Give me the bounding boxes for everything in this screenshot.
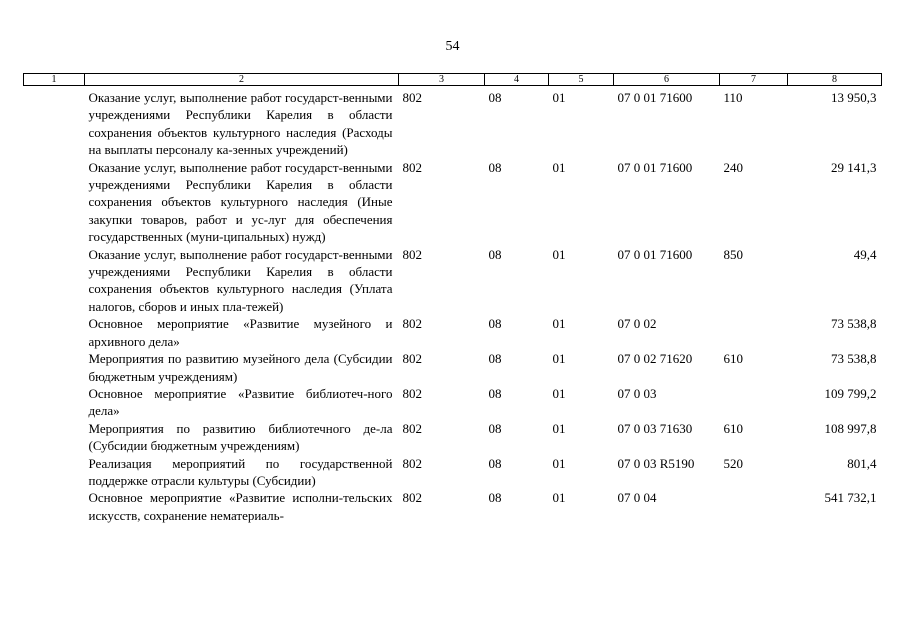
column-header-4: 4: [485, 74, 549, 86]
cell-ministry-code: 802: [402, 159, 422, 175]
cell-subsection-code: 01: [552, 455, 566, 471]
cell-target-article: 07 0 01 71600: [617, 159, 693, 175]
cell-ministry-code: 802: [402, 455, 422, 471]
table-row: [24, 159, 882, 246]
table-row: [24, 455, 882, 490]
cell-section-code: 08: [488, 490, 502, 506]
column-header-2: 2: [85, 74, 399, 86]
cell-section-code: 08: [488, 351, 502, 367]
cell-number: [24, 350, 85, 385]
cell-number: [24, 420, 85, 455]
cell-subsection-code: 01: [552, 385, 566, 401]
table-row: [24, 86, 882, 159]
cell-description: Реализация мероприятий по государственной поддержке отрасли культуры (Субсидии): [88, 455, 393, 488]
cell-description: Основное мероприятие «Развитие музейного и архивного дела»: [88, 316, 393, 349]
cell-subsection-code: 01: [552, 490, 566, 506]
cell-target-article: 07 0 01 71600: [617, 246, 693, 262]
column-header-5: 5: [549, 74, 614, 86]
cell-expense-type: [720, 315, 788, 350]
table-row: [24, 385, 882, 420]
table-row: [24, 246, 882, 316]
cell-target-article: 07 0 03 R5190: [617, 455, 695, 471]
cell-target-article: 07 0 03: [617, 385, 657, 401]
table-row: [24, 420, 882, 455]
cell-subsection-code: 01: [552, 351, 566, 367]
column-header-8: 8: [788, 74, 882, 86]
cell-amount: 29 141,3: [831, 159, 877, 175]
cell-section-code: 08: [488, 316, 502, 332]
cell-target-article: 07 0 04: [617, 490, 657, 506]
cell-section-code: 08: [488, 385, 502, 401]
cell-amount: 108 997,8: [824, 420, 877, 436]
cell-section-code: 08: [488, 90, 502, 105]
column-header-3: 3: [399, 74, 485, 86]
table-body: [24, 86, 882, 525]
cell-number: [24, 489, 85, 524]
header-row: [24, 74, 882, 86]
table-row: [24, 315, 882, 350]
cell-target-article: 07 0 02 71620: [617, 351, 693, 367]
cell-amount: 541 732,1: [824, 490, 877, 506]
cell-description: Оказание услуг, выполнение работ государст-венными учреждениями Республики Карелия в области сохранения объектов культурного наследия (Уплата налогов, сборов и иных пла-тежей): [88, 246, 393, 314]
cell-expense-type: 520: [723, 455, 743, 471]
cell-description: Мероприятия по развитию музейного дела (Субсидии бюджетным учреждениям): [88, 351, 393, 384]
cell-target-article: 07 0 02: [617, 316, 657, 332]
cell-number: [24, 86, 85, 159]
cell-ministry-code: 802: [402, 90, 422, 105]
table-row: [24, 489, 882, 524]
cell-section-code: 08: [488, 420, 502, 436]
cell-amount: 801,4: [847, 455, 877, 471]
cell-ministry-code: 802: [402, 385, 422, 401]
cell-number: [24, 159, 85, 246]
cell-ministry-code: 802: [402, 351, 422, 367]
cell-expense-type: 850: [723, 246, 743, 262]
cell-amount: 109 799,2: [824, 385, 877, 401]
cell-subsection-code: 01: [552, 246, 566, 262]
table-row: [24, 350, 882, 385]
column-header-1: 1: [24, 74, 85, 86]
cell-ministry-code: 802: [402, 420, 422, 436]
page-number: 54: [445, 39, 460, 54]
cell-subsection-code: 01: [552, 420, 566, 436]
cell-target-article: 07 0 03 71630: [617, 420, 693, 436]
column-header-7: 7: [720, 74, 788, 86]
cell-expense-type: 610: [723, 351, 743, 367]
cell-number: [24, 385, 85, 420]
cell-subsection-code: 01: [552, 316, 566, 332]
cell-number: [24, 315, 85, 350]
cell-section-code: 08: [488, 246, 502, 262]
cell-subsection-code: 01: [552, 159, 566, 175]
cell-amount: 49,4: [853, 246, 877, 262]
cell-expense-type: [720, 489, 788, 524]
cell-number: [24, 455, 85, 490]
cell-ministry-code: 802: [402, 316, 422, 332]
cell-expense-type: [720, 385, 788, 420]
cell-number: [24, 246, 85, 316]
cell-description: Мероприятия по развитию библиотечного де-ла (Субсидии бюджетным учреждениям): [88, 420, 393, 454]
cell-amount: 73 538,8: [831, 351, 877, 367]
cell-expense-type: 110: [723, 90, 743, 105]
budget-table: [23, 73, 882, 524]
cell-ministry-code: 802: [402, 246, 422, 262]
cell-subsection-code: 01: [552, 90, 566, 105]
table-header: [24, 74, 882, 86]
cell-section-code: 08: [488, 159, 502, 175]
cell-description: Оказание услуг, выполнение работ государст-венными учреждениями Республики Карелия в области сохранения объектов культурного наследия (Расходы на выплаты персоналу ка-зенных учреждений): [88, 90, 393, 158]
cell-expense-type: 610: [723, 420, 743, 436]
cell-description: Оказание услуг, выполнение работ государст-венными учреждениями Республики Карелия в области сохранения объектов культурного наследия (Иные закупки товаров, работ и ус-луг для обеспечения государственных (муни-ципальных) нужд): [88, 159, 393, 245]
cell-amount: 73 538,8: [831, 316, 877, 332]
cell-expense-type: 240: [723, 159, 743, 175]
cell-target-article: 07 0 01 71600: [617, 90, 693, 105]
cell-description: Основное мероприятие «Развитие исполни-тельских искусств, сохранение нематериаль-: [88, 490, 393, 523]
cell-ministry-code: 802: [402, 490, 422, 506]
column-header-6: 6: [614, 74, 720, 86]
cell-description: Основное мероприятие «Развитие библиотеч-ного дела»: [88, 385, 393, 419]
cell-section-code: 08: [488, 455, 502, 471]
cell-amount: 13 950,3: [831, 90, 877, 105]
